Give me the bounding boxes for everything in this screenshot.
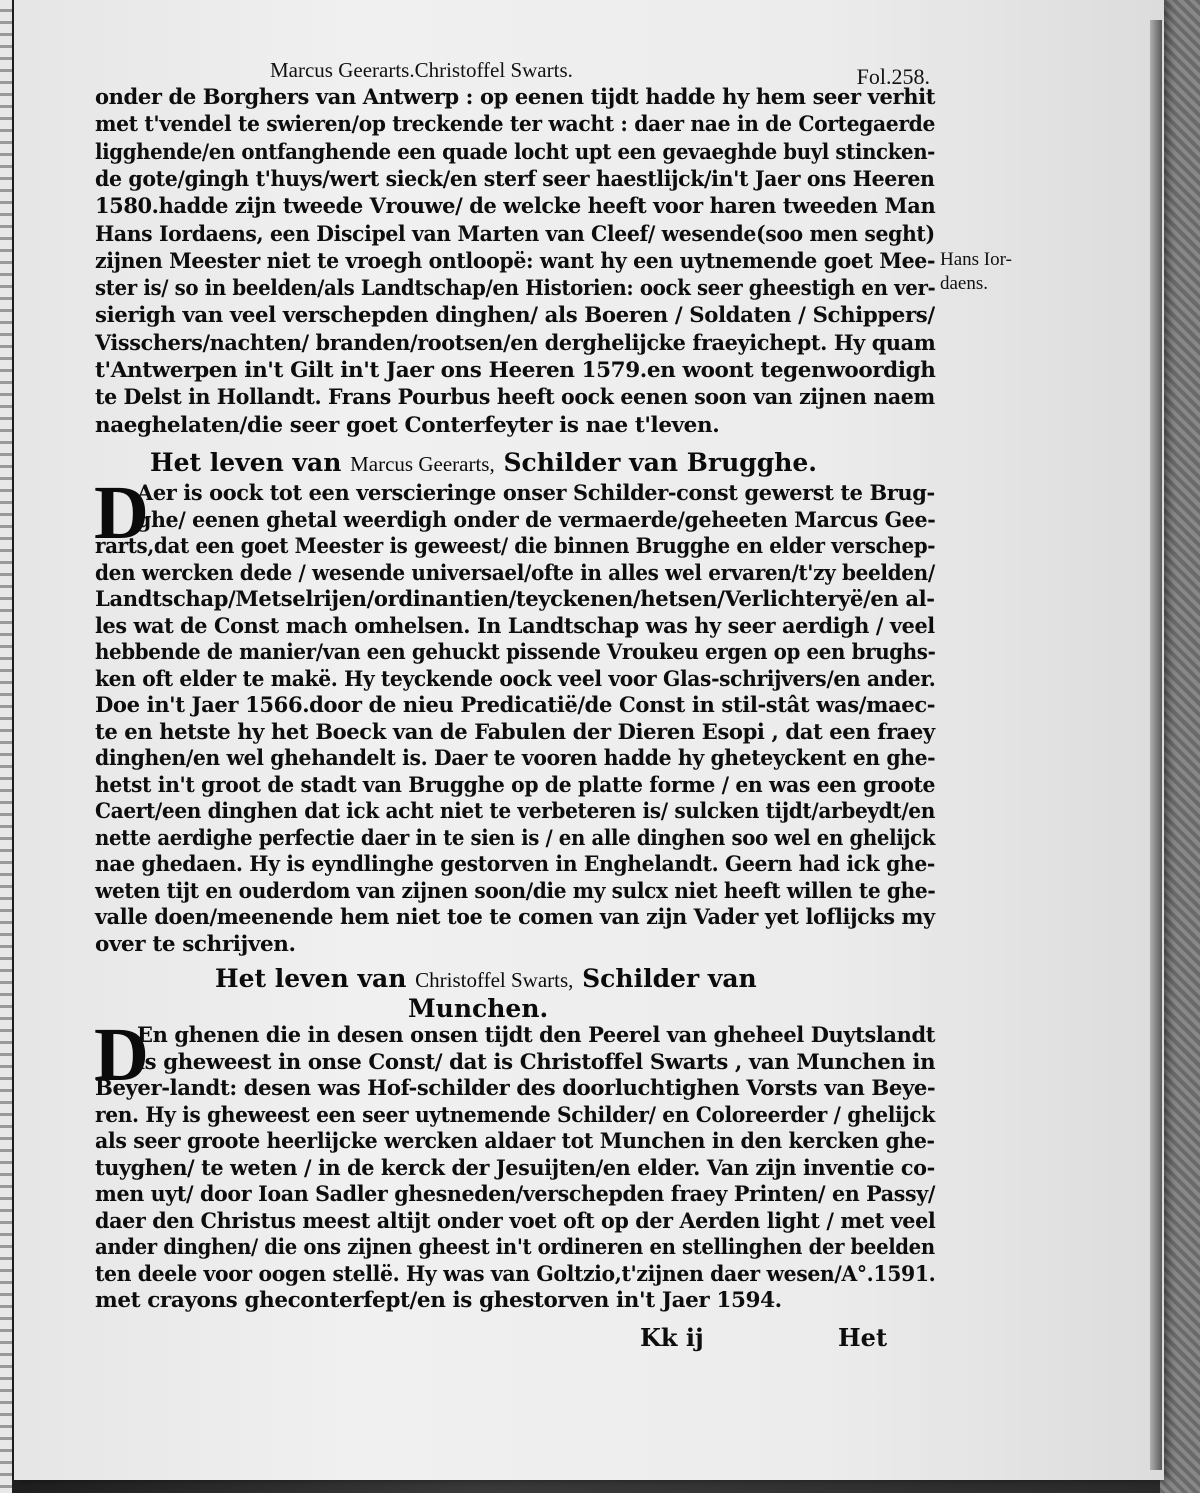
running-title: Marcus Geerarts.Christoffel Swarts. — [270, 58, 573, 82]
drop-cap: D — [94, 1013, 149, 1097]
text-line: ligghende/en ontfanghende een quade locht upt een gevaeghde buyl stincken- — [95, 139, 936, 165]
heading-pre: Het leven van — [150, 448, 342, 477]
text-line: nae ghedaen. Hy is eyndlinghe gestorven in Enghelandt. Geern had ick ghe- — [95, 852, 935, 877]
text-line: onder de Borghers van Antwerp : op eenen tijdt hadde hy hem seer verhit — [95, 85, 936, 110]
text-line: Aer is oock tot een verscieringe onser Schilder-const gewerst te Brug- — [137, 481, 935, 506]
text-line: met crayons gheconterfept/en is ghestorven in't Jaer 1594. — [95, 1288, 782, 1313]
text-line: Hans Iordaens, een Discipel van Marten van Cleef/ wesende(soo men seght) — [95, 221, 935, 247]
section2-heading — [150, 448, 870, 477]
adjacent-page-edge — [0, 0, 12, 1493]
heading-name: Christoffel Swarts, — [415, 968, 574, 992]
heading-name: Marcus Geerarts, — [350, 452, 495, 476]
text-line: met t'vendel te swieren/op treckende ter wacht : daer nae in de Cortegaerde — [95, 112, 936, 138]
text-line: hebbende de manier/van een gehuckt pissende Vroukeu ergen op een brughs- — [95, 640, 936, 665]
text-line: de gote/gingh t'huys/wert sieck/en sterf seer haestlijck/in't Jaer ons Heeren — [95, 166, 935, 192]
catchword: Het — [838, 1323, 888, 1352]
text-line: nette aerdighe perfectie daer in te sien is / en alle dinghen soo wel en ghelijck — [95, 825, 936, 851]
book-binding-edge — [1150, 20, 1162, 1470]
text-line: over te schrijven. — [95, 931, 296, 957]
heading-pre: Het leven van — [215, 964, 407, 993]
heading-post: Schilder van Brugghe. — [503, 448, 817, 477]
drop-cap: D — [94, 471, 149, 555]
text-line: zijnen Meester niet te vroegh ontloopë: want hy een uytnemende goet Mee- — [95, 248, 936, 274]
margin-note — [940, 248, 1012, 296]
text-line: valle doen/meenende hem niet toe te comen van zijn Vader yet loflijcks my — [95, 905, 935, 930]
text-line: naeghelaten/die seer goet Conterfeyter is nae t'leven. — [95, 412, 720, 438]
text-line: te en hetste hy het Boeck van de Fabulen der Dieren Esopi , dat een fraey — [95, 719, 935, 745]
signature-mark: Kk ij — [640, 1323, 704, 1352]
text-line: Doe in't Jaer 1566.door de nieu Predicatië/de Const in stil-stât was/maec- — [95, 693, 936, 718]
text-line: ghe/ eenen ghetal weerdigh onder de vermaerde/geheeten Marcus Gee- — [137, 507, 936, 533]
text-line: Landtschap/Metselrijen/ordinantien/teyckenen/hetsen/Verlichteryë/en al- — [95, 587, 935, 612]
text-line: weten tijt en ouderdom van zijnen soon/die my sulcx niet heeft willen te ghe- — [95, 878, 936, 904]
section3-heading-line2: Munchen. — [408, 994, 549, 1023]
text-line: is gheweest in onse Const/ dat is Christoffel Swarts , van Munchen in — [137, 1049, 936, 1075]
margin-note-line: Hans Ior- — [940, 249, 1012, 270]
text-line: Caert/een dinghen dat ick acht niet te verbeteren is/ sulcken tijdt/arbeydt/en — [95, 799, 936, 824]
text-line: te Delst in Hollandt. Frans Pourbus heeft oock eenen soon van zijnen naem — [95, 385, 935, 411]
text-line: En ghenen die in desen onsen tijdt den Peerel van gheheel Duytslandt — [137, 1023, 935, 1048]
text-line: als seer groote heerlijcke wercken aldaer tot Munchen in den kercken ghe- — [95, 1129, 935, 1154]
text-line: 1580.hadde zijn tweede Vrouwe/ de welcke heeft voor haren tweeden Man — [95, 194, 936, 220]
fabric-background — [1160, 0, 1200, 1493]
text-line: ander dinghen/ die ons zijnen gheest in't ordineren en stellinghen der beelden — [95, 1235, 935, 1260]
text-line: rarts,dat een goet Meester is geweest/ die binnen Brugghe en elder verschep- — [95, 534, 936, 559]
section3-heading — [215, 964, 935, 993]
text-line: ren. Hy is gheweest een seer uytnemende Schilder/ en Coloreerder / ghelijck — [95, 1102, 935, 1128]
text-line: daer den Christus meest altijt onder voet oft op der Aerden light / met veel — [95, 1208, 936, 1234]
text-line: ster is/ so in beelden/als Landtschap/en Historien: oock seer gheestigh en ver- — [95, 276, 936, 302]
text-line: Visschers/nachten/ branden/rootsen/en derghelijcke fraeyichept. Hy quam — [95, 330, 936, 356]
running-head — [270, 58, 930, 89]
text-line: den wercken dede / wesende universael/ofte in alles wel ervaren/t'zy beelden/ — [95, 560, 935, 586]
text-line: dinghen/en wel ghehandelt is. Daer te vooren hadde hy gheteyckent en ghe- — [95, 746, 936, 771]
text-line: ten deele voor oogen stellë. Hy was van Goltzio,t'zijnen daer wesen/A°.1591. — [95, 1261, 936, 1287]
text-line: hetst in't groot de stadt van Brugghe op de platte forme / en was een groote — [95, 772, 936, 798]
text-line: tuyghen/ te weten / in de kerck der Jesuijten/en elder. Van zijn inventie co- — [95, 1155, 935, 1181]
folio-number: Fol.258. — [856, 64, 930, 89]
text-line: sierigh van veel verschepden dinghen/ als Boeren / Soldaten / Schippers/ — [95, 303, 935, 329]
text-line: t'Antwerpen in't Gilt in't Jaer ons Heeren 1579.en woont tegenwoordigh — [95, 358, 936, 383]
text-line: les wat de Const mach omhelsen. In Landtschap was hy seer aerdigh / veel — [95, 613, 935, 639]
text-line: men uyt/ door Ioan Sadler ghesneden/verschepden fraey Printen/ en Passy/ — [95, 1182, 935, 1207]
text-line: Beyer-landt: desen was Hof-schilder des doorluchtighen Vorsts van Beye- — [95, 1076, 936, 1101]
text-line: ken oft elder te makë. Hy teyckende oock veel voor Glas-schrijvers/en ander. — [95, 666, 936, 692]
heading-post: Schilder van — [582, 964, 757, 993]
margin-note-line: daens. — [940, 273, 989, 294]
